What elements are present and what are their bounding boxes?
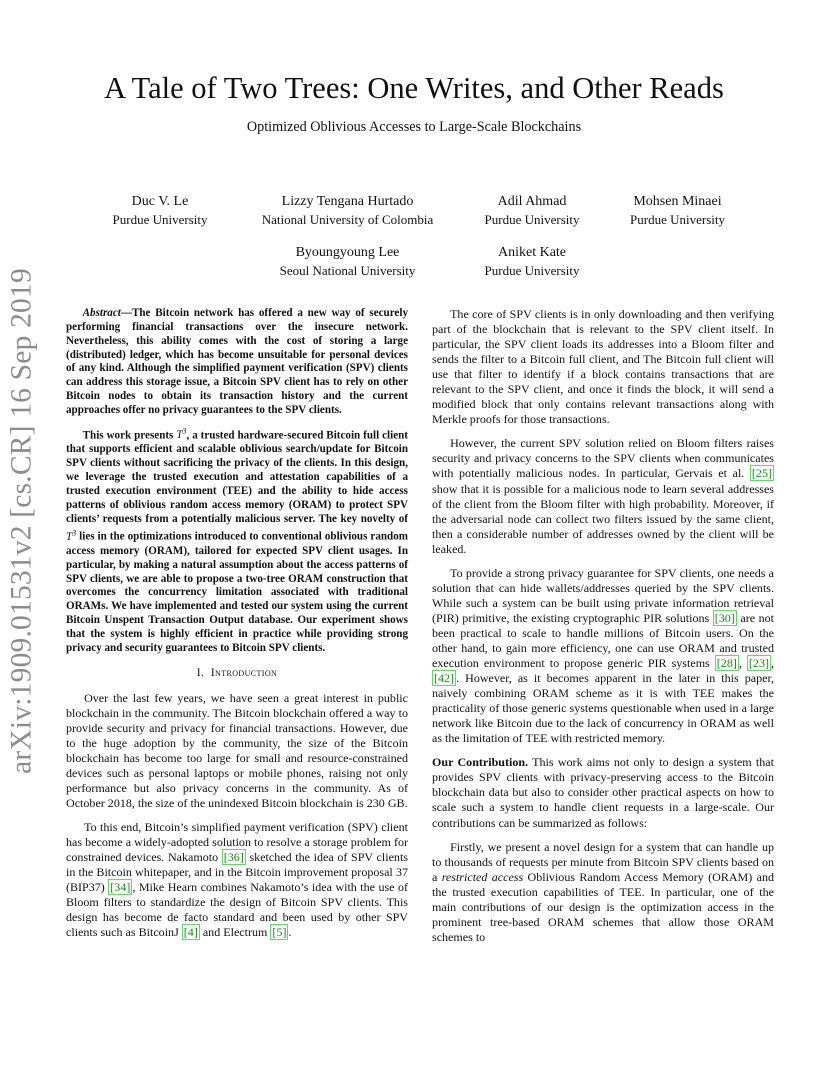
author-name: Aniket Kate <box>497 245 567 260</box>
author-lee <box>260 244 435 280</box>
author-affiliation: National University of Colombia <box>261 212 434 227</box>
contribution-label: Our Contribution. <box>432 755 529 770</box>
arxiv-stamp-text: arXiv:1909.01531v2 [cs.CR] 16 Sep 2019 <box>5 268 38 774</box>
citation-link[interactable]: [23] <box>748 656 769 671</box>
abstract-label: Abstract <box>82 307 121 319</box>
author-affiliation: Seoul National University <box>279 263 416 278</box>
body-paragraph-1: The core of SPV clients is in only downloading and then verifying part of the blockchain that is relevant to the SPV client itself. In particular, the SPV client loads its addresses into a Bloom filter and sends the filter to a Bitcoin full client, and The Bitcoin full client will use that filter to identify if a block contains transactions that are relevant to the SPV client, and once it finds the block, it will send a modified block that only contains relevant transactions along with Merkle proofs for those transactions. <box>432 307 774 427</box>
author-le <box>100 193 220 229</box>
body-paragraph-3: To provide a strong privacy guarantee for SPV clients, one needs a solution that can hide wallets/addresses queried by the SPV clients. While such a system can be built using private information retrieval (PIR) primitive, the existing cryptographic PIR solutions [30] are not been practical to scale to handle millions of Bitcoin users. On the other hand, to gain more efficiency, one can use ORAM and trusted execution environment to propose generic PIR systems [28] , [23] , [42] . However, as it becomes apparent in the later in this paper, naively combining ORAM scheme as it is with TEE makes the practicality of those generic systems questionable when used in a large network like Bitcoin due to the lack of concurrency in ORAM as well as the limitation of TEE with restricted memory. <box>432 565 774 746</box>
citation-link[interactable]: [5] <box>272 925 287 940</box>
intro-paragraph-1: Over the last few years, we have seen a great interest in public blockchain in the community. The Bitcoin blockchain offered a way to provide security and privacy for financial transactions. However, due to the huge adoption by the community, the size of the Bitcoin blockchain has become too large for small and resource-constrained devices such as personal laptops or mobile phones, raising not only performance but also privacy concerns in the community. As of October 2018, the size of the unindexed Bitcoin blockchain is 230 GB. <box>66 690 408 810</box>
intro-paragraph-2: To this end, Bitcoin’s simplified payment verification (SPV) client has become a widely-adopted solution to resolve a storage problem for constrained devices. Nakamoto [36] sketched the idea of SPV clients in the Bitcoin whitepaper, and in the Bitcoin improvement proposal 37 (BIP37) [34] , Mike Hearn combines Nakamoto’s idea with the use of Bloom filters to standardize the design of Bitcoin SPV clients. This design has become de facto standard and been used by other SPV clients such as BitcoinJ [4] and Electrum [5] . <box>66 820 408 940</box>
author-affiliation: Purdue University <box>630 212 725 227</box>
citation-link[interactable]: [30] <box>714 610 735 625</box>
author-hurtado <box>240 193 455 229</box>
arxiv-stamp <box>2 268 42 774</box>
author-minaei <box>615 193 740 229</box>
author-kate <box>472 244 592 280</box>
body-paragraph-5: Firstly, we present a novel design for a system that can handle up to thousands of requests per minute from Bitcoin SPV clients based on a restricted access Oblivious Random Access Memory (ORAM) and the trusted execution capabilities of TEE. In particular, one of the main contributions of our design is the optimization access in the prominent tree-based ORAM schemes that allow those ORAM schemes to <box>432 839 775 944</box>
t3-symbol: $T^3$ <box>176 426 187 442</box>
author-affiliation: Purdue University <box>484 212 580 227</box>
citation-link[interactable]: [36] <box>223 850 244 865</box>
author-name: Lizzy Tengana Hurtado <box>281 194 414 209</box>
t3-symbol: $T^3$ <box>66 528 77 544</box>
author-name: Duc V. Le <box>131 194 189 209</box>
left-column <box>66 307 408 940</box>
abstract-paragraph-2: This work presents $T^3$, a trusted hardware-secured Bitcoin full client that supports efficient and scalable oblivious search/update for Bitcoin SPV clients without sacrificing the privacy of the clients. In this design, we leverage the trusted execution and attestation capabilities of a trusted execution environment (TEE) and the ability to hide access patterns of oblivious random access memory (ORAM) to protect SPV clients’ requests from a potentially malicious server. The key novelty of $T^3$ lies in the optimizations introduced to conventional oblivious random access memory (ORAM), tailored for expected SPV client usages. In particular, by making a natural assumption about the access patterns of SPV clients, we are able to propose a two-tree ORAM construction that overcomes the concurrency limitation associated with traditional ORAMs. We have implemented and tested our system using the current Bitcoin Unspent Transaction Output database. Our experiment shows that the system is highly efficient in practice while providing strong privacy and security guarantees to Bitcoin SPV clients. <box>66 426 408 654</box>
section-heading-introduction: I. Introduction <box>196 666 278 679</box>
citation-link[interactable]: [4] <box>183 925 198 940</box>
author-name: Adil Ahmad <box>497 194 567 209</box>
abstract <box>66 307 408 656</box>
author-name: Byoungyoung Lee <box>295 245 400 260</box>
author-affiliation: Purdue University <box>484 263 580 278</box>
citation-link[interactable]: [34] <box>110 880 131 895</box>
right-column <box>432 307 774 945</box>
abstract-paragraph-1: Abstract—The Bitcoin network has offered a new way of securely performing financial transactions over the insecure network. Nevertheless, this ability comes with the cost of storing a large (distributed) ledger, which has become unsuitable for personal devices of any kind. Although the simplified payment verification (SPV) clients can address this storage issue, a Bitcoin SPV client has to rely on other Bitcoin nodes to obtain its transaction history and the current approaches offer no privacy guarantees to the SPV clients. <box>66 307 408 416</box>
citation-link[interactable]: [28] <box>716 656 737 671</box>
citation-link[interactable]: [42] <box>434 671 455 686</box>
author-ahmad <box>472 193 592 229</box>
author-affiliation: Purdue University <box>112 212 208 227</box>
author-name: Mohsen Minaei <box>633 194 722 209</box>
paper-title: A Tale of Two Trees: One Writes, and Other Reads <box>104 71 724 105</box>
body-paragraph-2: However, the current SPV solution relied on Bloom filters raises security and privacy concerns to the SPV clients when communicates with potentially malicious nodes. In particular, Gervais et al. [25] show that it is possible for a malicious node to learn several addresses of the client from the Bloom filter with high probability. Moreover, if the adversarial node can collect two filters issued by the same client, then a considerable number of addresses owned by the client will be leaked. <box>432 436 774 556</box>
citation-link[interactable]: [25] <box>751 466 772 481</box>
paper-subtitle: Optimized Oblivious Accesses to Large-Scale Blockchains <box>246 119 582 135</box>
body-paragraph-contribution: Our Contribution. This work aims not only to design a system that provides SPV clients with privacy-preserving access to the Bitcoin blockchain data but also to consider other practical aspects on how to scale such a system to handle client requests in a large-scale. Our contributions can be summarized as follows: <box>432 755 774 830</box>
